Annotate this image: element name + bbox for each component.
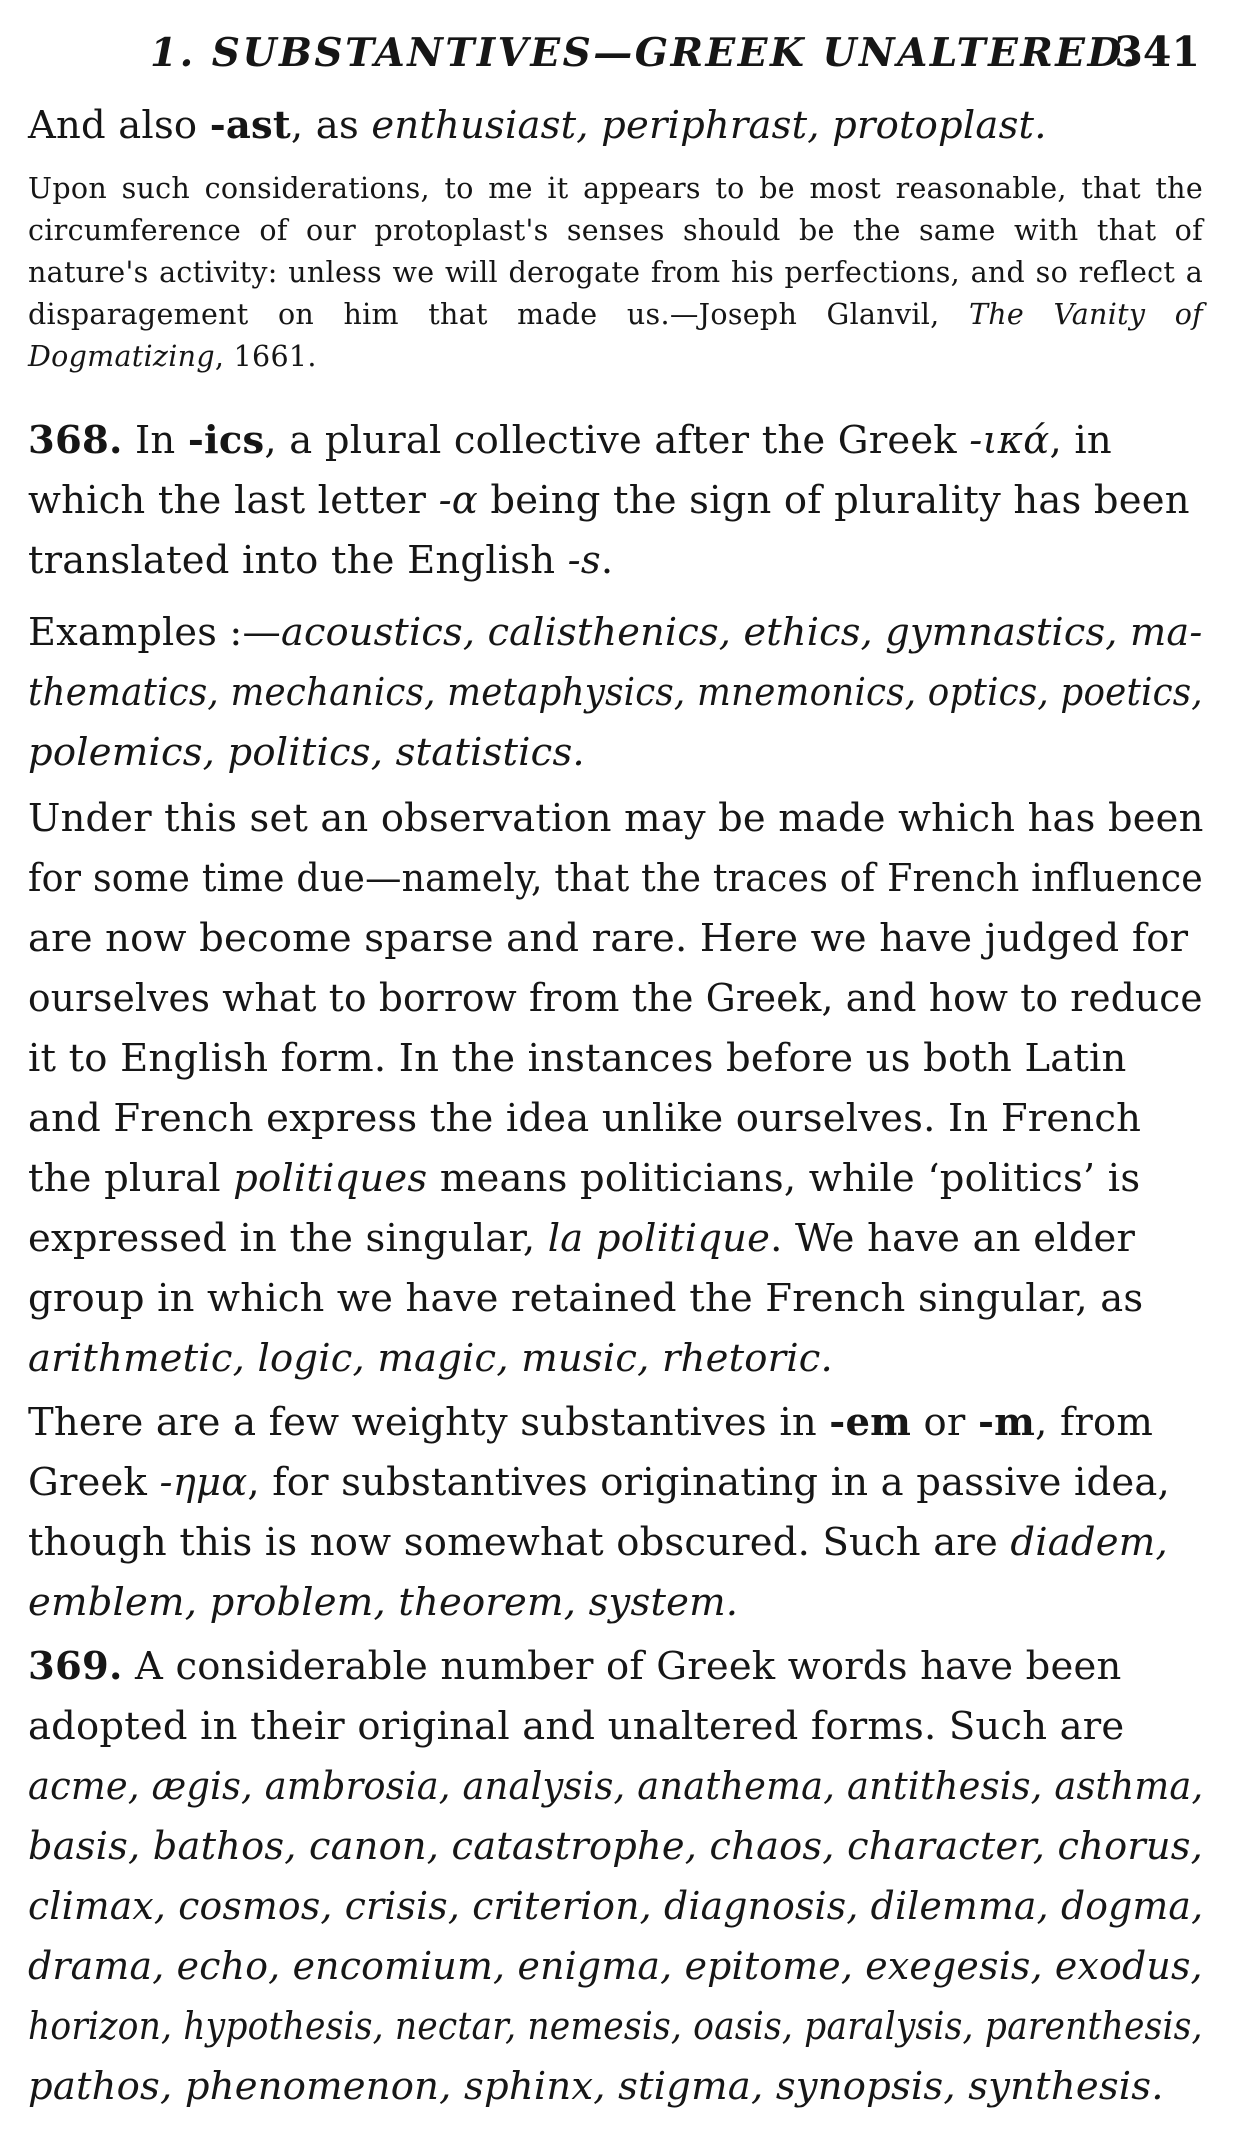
section-368-line-2 (28, 478, 1203, 523)
intro-line (28, 103, 1203, 148)
running-head: 1. SUBSTANTIVES—GREEK UNALTERED. (150, 30, 1139, 76)
text: In (122, 418, 188, 463)
text: , for substantives originating in a passive idea, (247, 1460, 1170, 1505)
intro-text: And also (28, 103, 210, 148)
text: horizon, hypothesis, nectar, nemesis, oasis, paralysis, parenthesis, (28, 2004, 1203, 2049)
examples-line-3 (28, 730, 1203, 775)
text: thematics, mechanics, metaphysics, mnemonics, optics, poetics, (28, 670, 1203, 715)
suffix-em: -em (829, 1400, 912, 1445)
text: which the last letter (28, 478, 439, 523)
text: climax, cosmos, crisis, criterion, diagnosis, dilemma, dogma, (28, 1884, 1204, 1929)
text: being the sign of plurality has been (477, 478, 1190, 523)
page-number: 341 (1114, 28, 1200, 76)
block-quote (28, 168, 1203, 378)
section-369-line-5 (28, 1884, 1204, 1929)
term-la-politique: la politique (547, 1216, 771, 1261)
suffix-m: -m (977, 1400, 1036, 1445)
text: . (600, 538, 614, 583)
observation-line-8 (28, 1216, 1203, 1261)
quote-year: , 1661. (214, 340, 317, 373)
quote-title: The Vanity of Dogmatizing (28, 298, 1203, 373)
examples-label: Examples :— (28, 610, 281, 655)
text: arithmetic, logic, magic, music, rhetoric. (28, 1336, 833, 1381)
text: pathos, phenomenon, sphinx, stigma, synopsis, synthesis. (28, 2064, 1164, 2109)
text: translated into the English (28, 538, 568, 583)
text: or (911, 1400, 978, 1445)
section-368-line-1 (28, 418, 1203, 463)
text: Greek (28, 1460, 160, 1505)
text: means politicians, while ‘politics’ is (427, 1156, 1141, 1201)
text: There are a few weighty substantives in (28, 1400, 830, 1445)
section-369-line-4 (28, 1824, 1204, 1869)
intro-examples: enthusiast, periphrast, protoplast. (371, 103, 1047, 148)
examples-line-2 (28, 670, 1203, 715)
intro-text-mid: , as (290, 103, 372, 148)
text: emblem, problem, theorem, system. (28, 1580, 739, 1625)
em-line-4 (28, 1580, 1203, 1625)
text: though this is now somewhat obscured. Such are (28, 1520, 1011, 1565)
greek-ika: -ικά (969, 418, 1050, 463)
section-number-368: 368. (28, 418, 123, 463)
text: . We have an elder (770, 1216, 1136, 1261)
text: drama, echo, encomium, enigma, epitome, exegesis, exodus, (28, 1944, 1203, 1989)
observation-line-2: for some time due—namely, that the traces of French influence (28, 856, 1203, 901)
text: , in (1049, 418, 1112, 463)
text: expressed in the singular, (28, 1216, 548, 1261)
em-line-3 (28, 1520, 1203, 1565)
quote-text: Upon such considerations, to me it appears to be most reasonable, that the circumference of our protoplast's senses should be the same with that of nature's activity: unless we will derogate from his perfections, and so reflect a disparagement on him that made us.—Joseph Glanvil, (28, 172, 1203, 331)
observation-line-9: group in which we have retained the French singular, as (28, 1276, 1144, 1321)
section-369-line-3 (28, 1764, 1204, 1809)
term-politiques: politiques (233, 1156, 428, 1201)
text: A considerable number of Greek words have been (122, 1644, 1122, 1689)
section-368-line-3 (28, 538, 1203, 583)
page-header (150, 24, 1200, 84)
observation-line-5: it to English form. In the instances before us both Latin (28, 1036, 1127, 1081)
section-369-line-8 (28, 2064, 1203, 2109)
suffix-ast: -ast (209, 103, 291, 148)
section-number-369: 369. (28, 1644, 123, 1689)
text: polemics, politics, statistics. (28, 730, 585, 775)
term-diadem: diadem, (1010, 1520, 1168, 1565)
greek-ema: -ημα (159, 1460, 248, 1505)
text: the plural (28, 1156, 234, 1201)
text: acoustics, calisthenics, ethics, gymnastics, ma- (280, 610, 1203, 655)
text: , from (1035, 1400, 1154, 1445)
text: basis, bathos, canon, catastrophe, chaos, character, chorus, (28, 1824, 1204, 1869)
text: , a plural collective after the Greek (264, 418, 970, 463)
greek-alpha: -α (438, 478, 478, 523)
examples-line-1 (28, 610, 1203, 655)
em-line-1 (28, 1400, 1203, 1445)
english-s: -s (567, 538, 601, 583)
observation-line-7 (28, 1156, 1203, 1201)
observation-line-1: Under this set an observation may be made which has been (28, 796, 1204, 841)
section-369-line-1 (28, 1644, 1203, 1689)
observation-line-10 (28, 1336, 1203, 1381)
suffix-ics: -ics (187, 418, 265, 463)
section-369-line-6 (28, 1944, 1203, 1989)
observation-line-6: and French express the idea unlike ourselves. In French (28, 1096, 1142, 1141)
section-369-line-7 (28, 2004, 1203, 2049)
text: acme, ægis, ambrosia, analysis, anathema, antithesis, asthma, (28, 1764, 1204, 1809)
observation-line-3: are now become sparse and rare. Here we have judged for (28, 916, 1189, 961)
em-line-2 (28, 1460, 1203, 1505)
observation-line-4: ourselves what to borrow from the Greek, and how to reduce (28, 976, 1203, 1021)
section-369-line-2: adopted in their original and unaltered forms. Such are (28, 1704, 1125, 1749)
